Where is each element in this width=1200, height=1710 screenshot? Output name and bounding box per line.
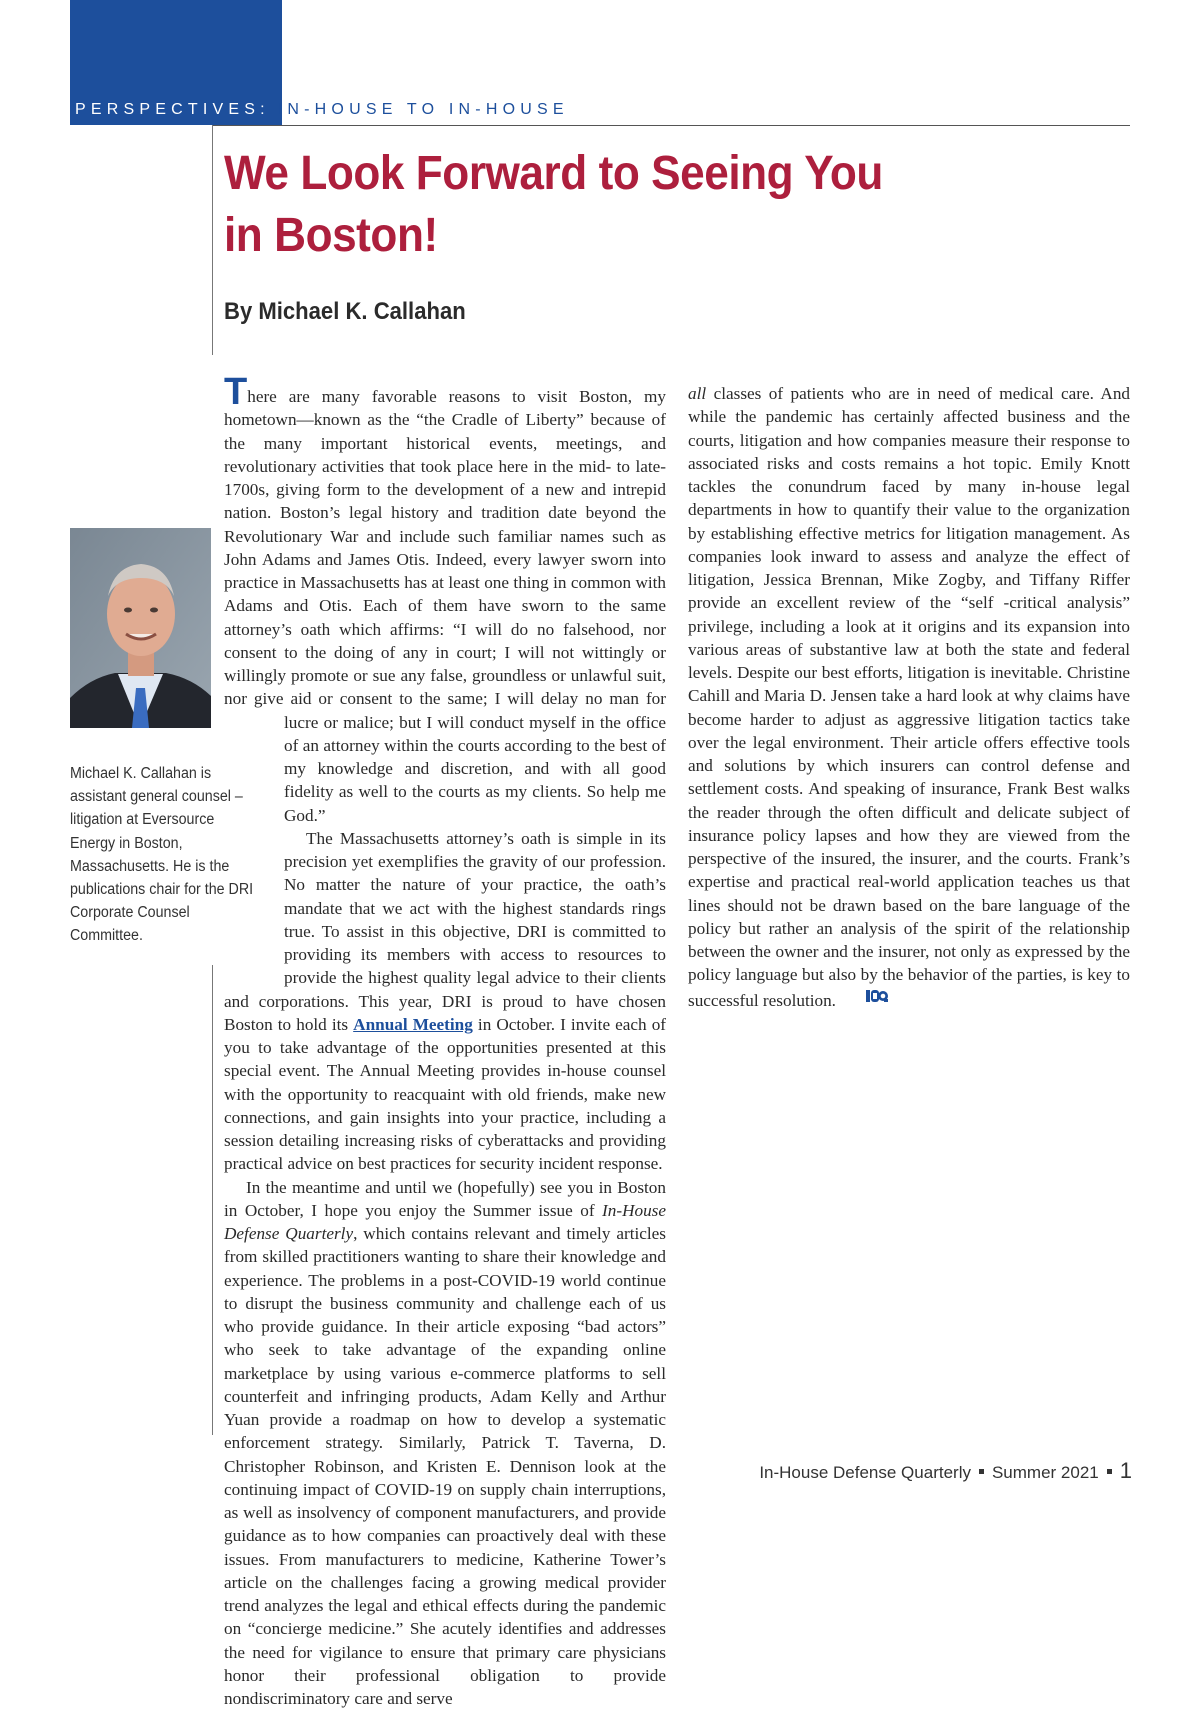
footer-separator [979,1469,984,1474]
section-name: IN-HOUSE TO IN-HOUSE [278,101,569,118]
footer-page-number: 1 [1120,1458,1132,1483]
article-byline: By Michael K. Callahan [224,298,466,326]
paragraph-3-continued [688,382,1130,1012]
page-footer [759,1458,1132,1484]
paragraph-2 [224,827,666,1176]
paragraph-3-text-c: classes of patients who are in need of medical care. And while the pandemic has certainly affected business and the courts, litigation and how companies measure their response to associated risks and costs remains a hot topic. Emily Knott tackles the conundrum faced by many in-house legal departments in how to quantify their value to the organization by establishing effective metrics for litigation management. As companies look inward to assess and analyze the effect of litigation, Jessica Brennan, Mike Zogby, and Tiffany Riffer provide an excellent review of the “self -critical analysis” privilege, including a look at it origins and its expansion into various areas of substantive law at both the state and federal levels. Despite our best efforts, litigation is inevitable. Christine Cahill and Maria D. Jensen take a hard look at why claims have become harder to adjust as aggressive litigation tactics take over the legal environment. Their article offers effective tools and solutions by which insurers can control defense and settlement costs. And speaking of insurance, Frank Best walks the reader through the often difficult and delicate subject of insurance policy lapses and how they are viewed from the perspective of the insured, the insurer, and the courts. Frank’s expertise and practical real-world application teaches us that lines should not be drawn based on the bare language of the policy but rather an analysis of the spirit of the relationship between the owner and the insurer, not only as expressed by the policy language but also by the behavior of the parties, is key to successful resolution. [688,384,1130,1010]
emphasis-all: all [688,384,706,403]
header-rule [212,125,1130,126]
paragraph-3-text-b: , which contains relevant and timely articles from skilled practitioners wanting to share their knowledge and experience. The problems in a post-COVID-19 world continue to disrupt the business community and challenge each of us who provide guidance. In their article exposing “bad actors” who seek to take advantage of the expanding online marketplace by using various e-commerce platforms to sell counterfeit and infringing products, Adam Kelly and Arthur Yuan provide a roadmap on how to develop a systematic enforcement strategy. Similarly, Patrick T. Taverna, D. Christopher Robinson, and Kristen E. Dennison look at the continuing impact of COVID-19 on supply chain interruptions, as well as insolvency of component manufacturers, and provide guidance as to how companies can proactively deal with these issues. From manufacturers to medicine, Katherine Tower’s article on the challenges facing a growing medical provider trend analyzes the legal and ethical effects during the pandemic on “concierge medicine.” She acutely identifies and addresses the need for vigilance to ensure that primary care physicians honor their professional obligation to provide nondiscriminatory care and serve [224,1224,666,1708]
idq-end-mark-icon [866,987,888,1010]
section-label [75,100,569,120]
footer-issue: Summer 2021 [992,1463,1099,1482]
article-title: We Look Forward to Seeing You in Boston! [224,143,886,267]
drop-cap: T [224,371,247,413]
paragraph-2-text-a: The Massachusetts attorney’s oath is simple in its precision yet exemplifies the gravity of our profession. No matter the nature of your practice, the oath’s mandate that we act with the highest standards rings true. To assist in this objective, DRI is committed to providing its members with access to resources to provide the highest quality legal advice to their clients and corporations. This year, DRI is proud to have chosen Boston to hold its [224,829,666,1034]
section-prefix: PERSPECTIVES: [75,101,270,118]
author-photo [70,528,211,728]
footer-publication: In-House Defense Quarterly [759,1463,971,1482]
paragraph-2-text-b: in October. I invite each of you to take advantage of the opportunities presented at this special event. The Annual Meeting provides in-house counsel with the opportunity to reacquaint with old friends, make new connections, and gain insights into your practice, including a session detailing increasing risks of cyberattacks and providing practical advice on best practices for security incident response. [224,1015,666,1174]
column-rule-bottom [212,965,213,1435]
paragraph-3 [224,1176,666,1710]
author-bio: Michael K. Callahan is assistant general counsel – litigation at Eversource Energy in Boston, Massachusetts. He is the publications chair for the DRI Corporate Counsel Committee. [70,762,263,948]
footer-separator [1107,1469,1112,1474]
column-rule-top [212,125,213,355]
publication-name: In-House Defense Quarterly [224,1201,666,1243]
paragraph-1 [224,382,666,827]
paragraph-1-text: here are many favorable reasons to visit Boston, my hometown—known as the “the Cradle of Liberty” because of the many important historical events, meetings, and revolutionary activities that took place here in the mid- to late-1700s, giving form to the development of a new and intrepid nation. Boston’s legal history and tradition date beyond the Revolutionary War and include such familiar names such as John Adams and James Otis. Indeed, every lawyer sworn into practice in Massachusetts has at least one thing in common with Adams and Otis. Each of them have sworn to the same attorney’s oath which affirms: “I will do no falsehood, nor consent to the doing of any in court; I will not wittingly or willingly promote or sue any false, groundless or unlawful suit, nor give aid or consent to the same; I will delay no man for lucre or malice; but I will conduct myself in the office of an attorney within the courts according to the best of my knowledge and discretion, and with all good fidelity as well to the courts as my clients. So help me God.” [224,387,666,825]
paragraph-3-text-a: In the meantime and until we (hopefully) see you in Boston in October, I hope you enjoy the Summer issue of [224,1178,666,1220]
article-column-left [224,382,666,1710]
article-column-right [688,382,1130,1012]
annual-meeting-link[interactable]: Annual Meeting [353,1015,473,1034]
